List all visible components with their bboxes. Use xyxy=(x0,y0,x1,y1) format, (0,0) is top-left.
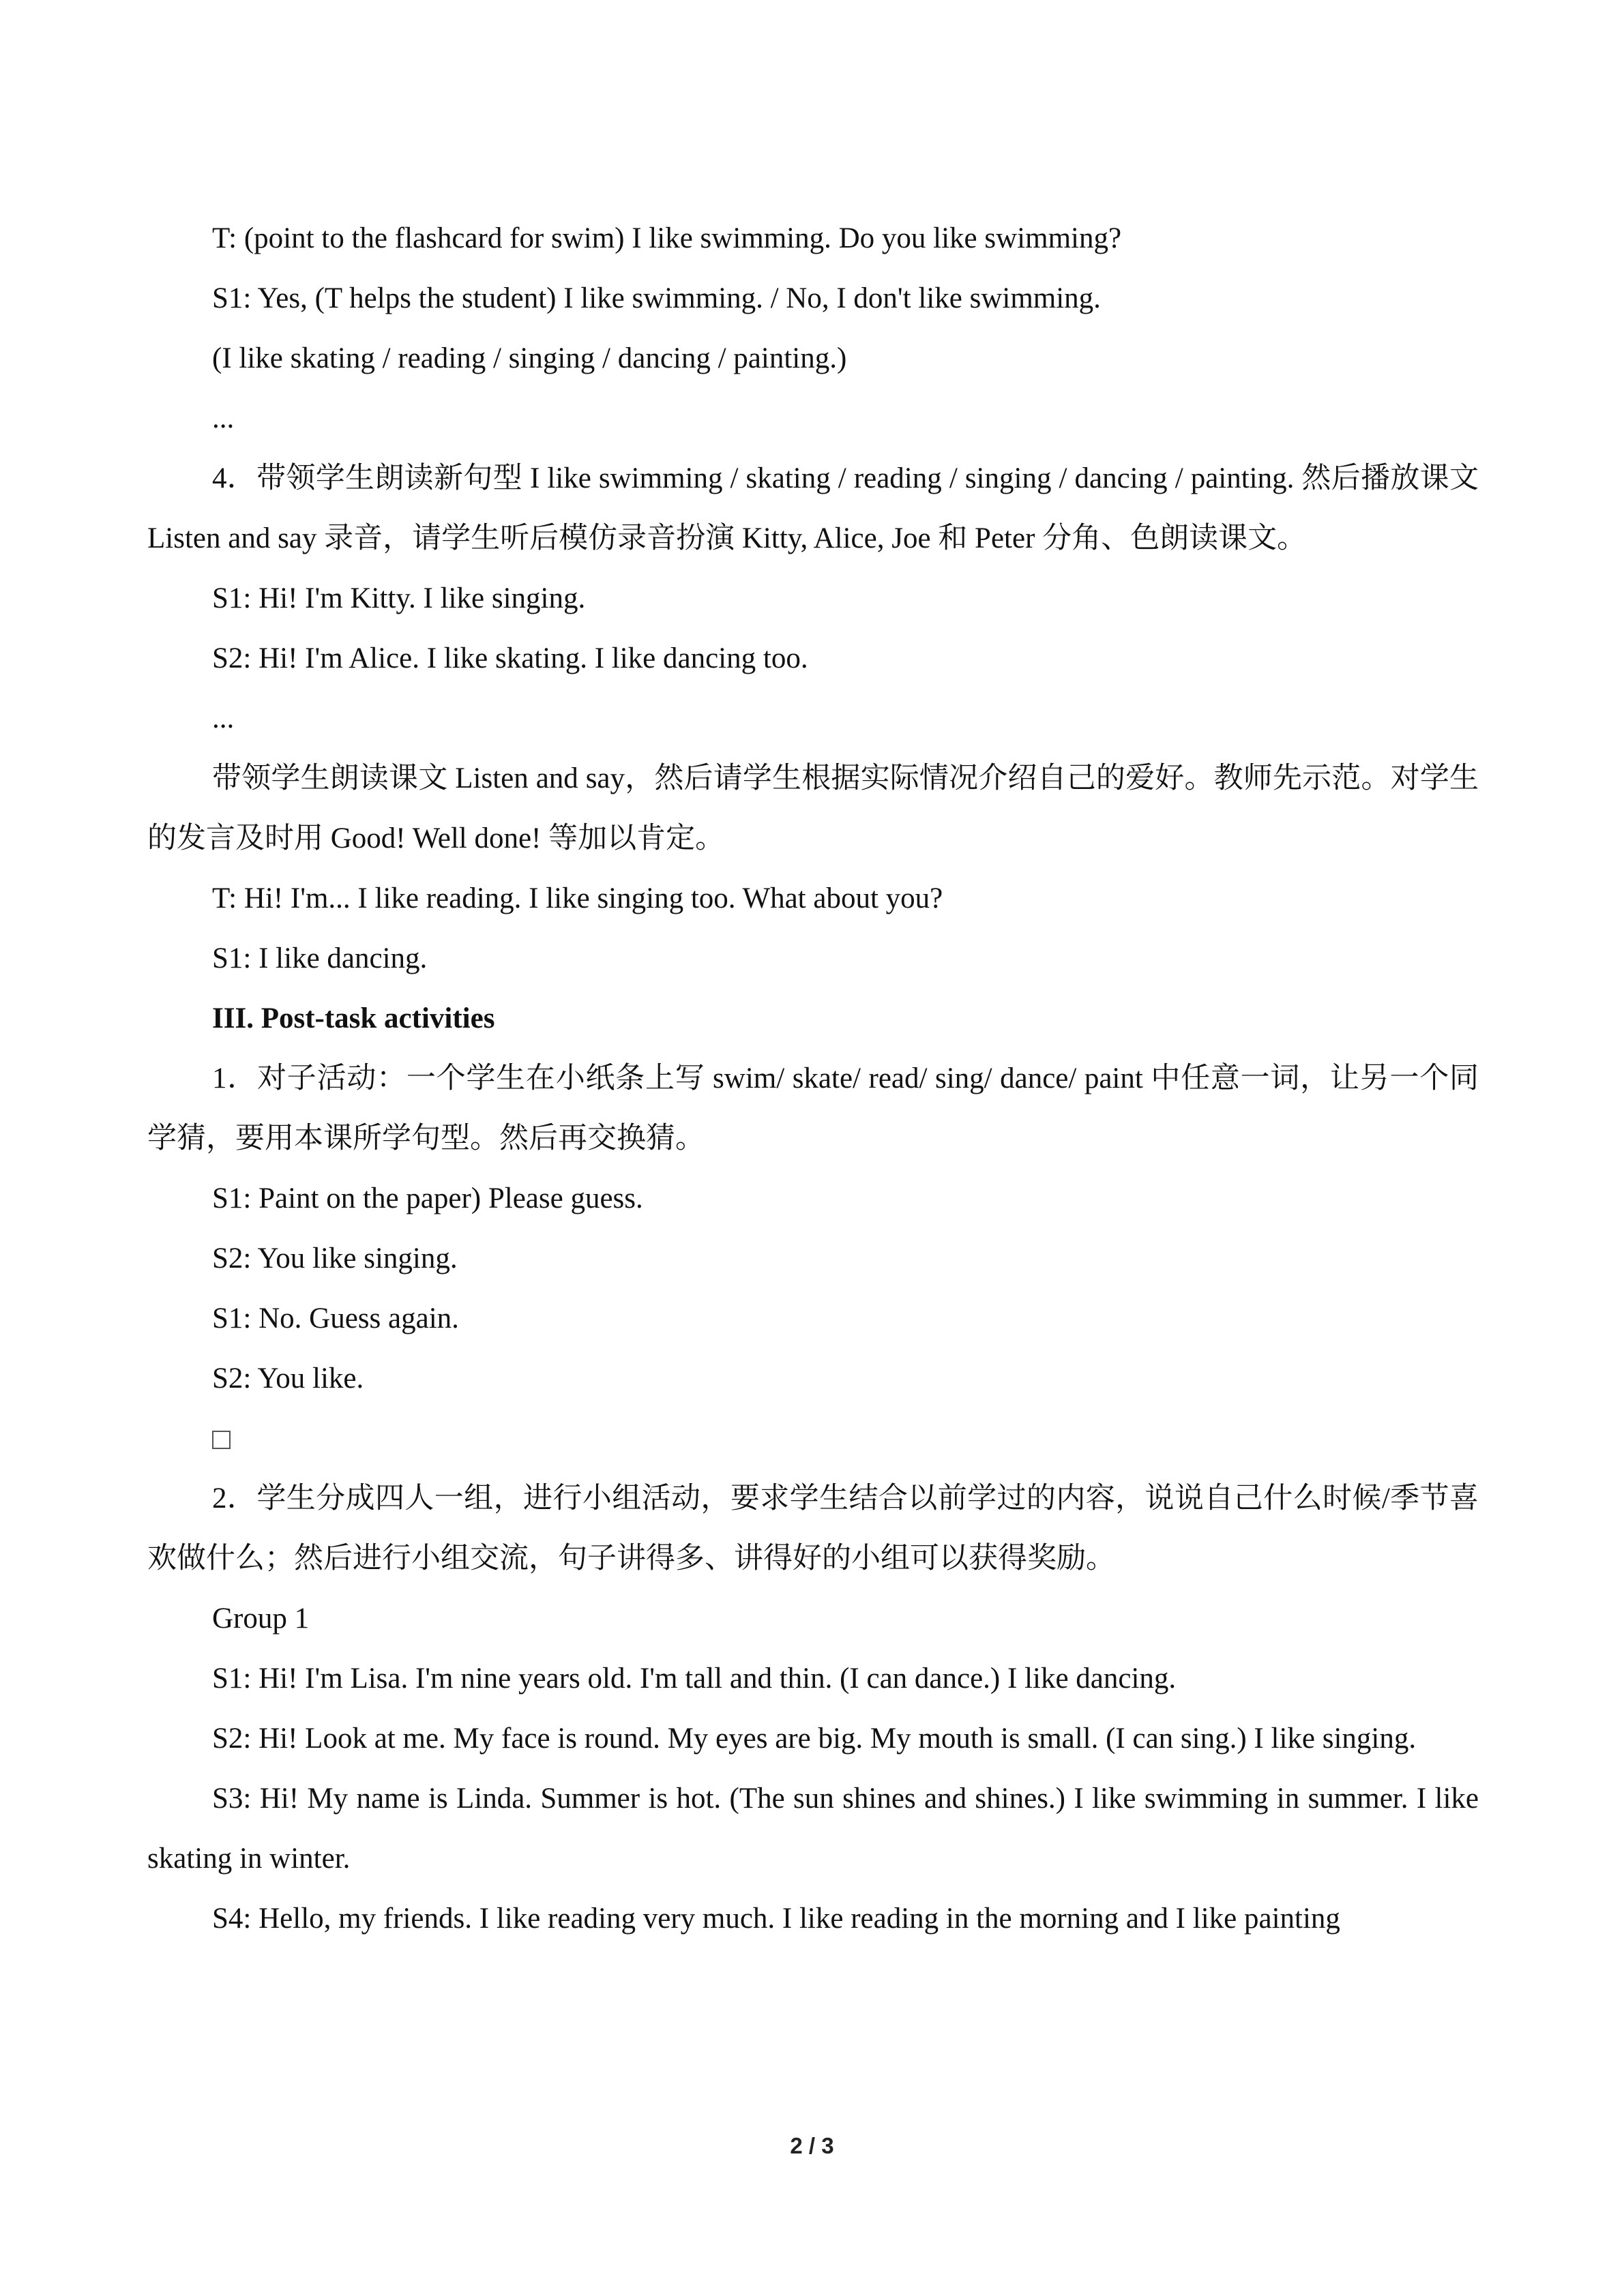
section-heading: III. Post-task activities xyxy=(212,1002,495,1034)
dialogue-line: S4: Hello, my friends. I like reading very much. I like reading in the morning and I like painting xyxy=(212,1903,1340,1935)
dialogue-line: S1: Paint on the paper) Please guess. xyxy=(212,1182,643,1214)
dialogue-line: (I like skating / reading / singing / dancing / painting.) xyxy=(212,342,847,374)
dialogue-line: S1: Yes, (T helps the student) I like swimming. / No, I don't like swimming. xyxy=(212,282,1101,314)
dialogue-line: T: (point to the flashcard for swim) I like swimming. Do you like swimming? xyxy=(212,222,1122,254)
dialogue-line: S1: Hi! I'm Kitty. I like singing. xyxy=(212,582,586,614)
dialogue-line: S2: Hi! I'm Alice. I like skating. I like dancing too. xyxy=(212,642,808,674)
dialogue-line: S2: Hi! Look at me. My face is round. My eyes are big. My mouth is small. (I can sing.) I like singing. xyxy=(212,1723,1417,1755)
placeholder-line xyxy=(147,1409,1479,1469)
group-label: Group 1 xyxy=(212,1602,310,1635)
ellipsis-line: ... xyxy=(212,702,235,734)
dialogue-line: S1: I like dancing. xyxy=(212,942,428,974)
instruction-paragraph: 2．学生分成四人一组，进行小组活动，要求学生结合以前学过的内容，说说自己什么时候/季节喜欢做什么；然后进行小组交流，句子讲得多、讲得好的小组可以获得奖励。 xyxy=(147,1482,1479,1575)
instruction-paragraph: 1．对子活动：一个学生在小纸条上写 swim/ skate/ read/ sing/ dance/ paint 中任意一词，让另一个同学猜，要用本课所学句型。然后再交换猜。 xyxy=(147,1062,1479,1154)
instruction-paragraph: 4．带领学生朗读新句型 I like swimming / skating / reading / singing / dancing / painting. 然后播放课文 Listen and say 录音，请学生听后模仿录音扮演 Kitty, Alice, Joe 和 Peter 分角、色朗读课文。 xyxy=(147,462,1479,554)
dialogue-line: T: Hi! I'm... I like reading. I like singing too. What about you? xyxy=(212,882,943,914)
dialogue-line: S1: No. Guess again. xyxy=(212,1302,459,1335)
dialogue-line: S2: You like. xyxy=(212,1362,364,1395)
document-body xyxy=(147,209,1479,1949)
ellipsis-line: ... xyxy=(212,402,235,434)
dialogue-line: S3: Hi! My name is Linda. Summer is hot. (The sun shines and shines.) I like swimming in summer. I like skating in winter. xyxy=(147,1783,1479,1875)
instruction-paragraph: 带领学生朗读课文 Listen and say，然后请学生根据实际情况介绍自己的爱好。教师先示范。对学生的发言及时用 Good! Well done! 等加以肯定。 xyxy=(147,762,1479,854)
dialogue-line: S1: Hi! I'm Lisa. I'm nine years old. I'm tall and thin. (I can dance.) I like dancing. xyxy=(212,1663,1177,1695)
empty-box-icon xyxy=(212,1431,231,1449)
dialogue-line: S2: You like singing. xyxy=(212,1242,458,1274)
page-number: 2 / 3 xyxy=(790,2133,834,2158)
